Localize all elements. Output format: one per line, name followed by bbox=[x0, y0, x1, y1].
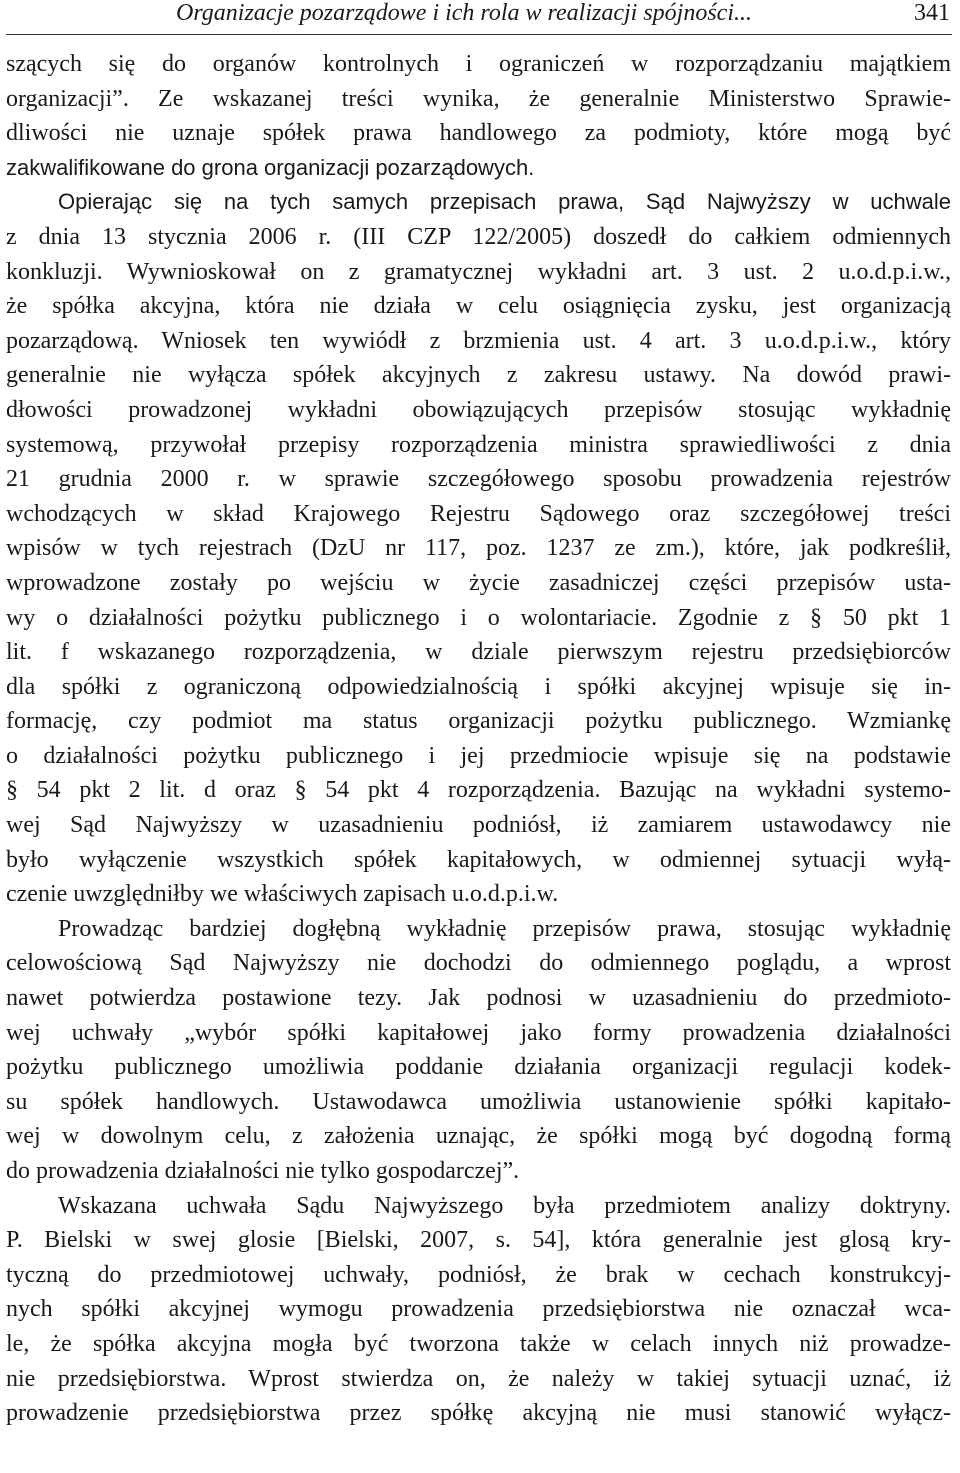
text-line: pozarządową. Wniosek ten wywiódł z brzmienia ust. 4 art. 3 u.o.d.p.i.w., który bbox=[6, 327, 951, 354]
text-line: systemową, przywołał przepisy rozporządzenia ministra sprawiedliwości z dnia bbox=[6, 431, 951, 458]
text-line: dłowości prowadzonej wykładni obowiązujących przepisów stosując wykładnię bbox=[6, 396, 951, 423]
text-line: zakwalifikowane do grona organizacji pozarządowych. bbox=[6, 154, 535, 180]
text-line: tyczną do przedmiotowej uchwały, podniósł, że brak w cechach konstrukcyj- bbox=[6, 1261, 951, 1288]
text-line: było wyłączenie wszystkich spółek kapitałowych, w odmiennej sytuacji wyłą- bbox=[6, 846, 951, 873]
text-line: prowadzenie przedsiębiorstwa przez spółkę akcyjną nie musi stanowić wyłącz- bbox=[6, 1400, 951, 1427]
text-line: wej Sąd Najwyższy w uzasadnieniu podniósł, iż zamiarem ustawodawcy nie bbox=[6, 812, 951, 839]
header-rule bbox=[6, 34, 952, 35]
text-line: su spółek handlowych. Ustawodawca umożliwia ustanowienie spółki kapitało- bbox=[6, 1088, 951, 1115]
text-line: wej uchwały „wybór spółki kapitałowej jako formy prowadzenia działalności bbox=[6, 1019, 951, 1046]
text-line: o działalności pożytku publicznego i jej przedmiocie wpisuje się na podstawie bbox=[6, 742, 951, 769]
text-line: P. Bielski w swej glosie [Bielski, 2007, s. 54], która generalnie jest glosą kry- bbox=[6, 1227, 951, 1254]
text-line: 21 grudnia 2000 r. w sprawie szczegółowego sposobu prowadzenia rejestrów bbox=[6, 466, 951, 493]
text-line: generalnie nie wyłącza spółek akcyjnych z zakresu ustawy. Na dowód prawi- bbox=[6, 362, 951, 389]
text-line: że spółka akcyjna, która nie działa w celu osiągnięcia zysku, jest organizacją bbox=[6, 293, 951, 320]
text-line: szących się do organów kontrolnych i ograniczeń w rozporządzaniu majątkiem bbox=[6, 51, 951, 77]
text-line: § 54 pkt 2 lit. d oraz § 54 pkt 4 rozporządzenia. Bazując na wykładni systemo- bbox=[6, 777, 951, 804]
text-line: wej w dowolnym celu, z założenia uznając, że spółki mogą być dogodną formą bbox=[6, 1123, 951, 1150]
text-line: Wskazana uchwała Sądu Najwyższego była przedmiotem analizy doktryny. bbox=[58, 1192, 951, 1219]
text-line: celowościową Sąd Najwyższy nie dochodzi do odmiennego poglądu, a wprost bbox=[6, 950, 951, 977]
text-line: wchodzących w skład Krajowego Rejestru Sądowego oraz szczegółowej treści bbox=[6, 500, 951, 527]
text-line: nych spółki akcyjnej wymogu prowadzenia przedsiębiorstwa nie oznaczał wca- bbox=[6, 1296, 951, 1323]
text-line: czenie uwzględniłby we właściwych zapisach u.o.d.p.i.w. bbox=[6, 881, 559, 908]
text-line: Prowadząc bardziej dogłębną wykładnię przepisów prawa, stosując wykładnię bbox=[58, 915, 951, 942]
text-line: wprowadzone zostały po wejściu w życie zasadniczej części przepisów usta- bbox=[6, 569, 951, 596]
text-line: z dnia 13 stycznia 2006 r. (III CZP 122/2005) doszedł do całkiem odmiennych bbox=[6, 223, 951, 250]
running-header bbox=[6, 0, 950, 34]
text-line: do prowadzenia działalności nie tylko gospodarczej”. bbox=[6, 1158, 520, 1184]
text-line: formację, czy podmiot ma status organizacji pożytku publicznego. Wzmiankę bbox=[6, 708, 951, 735]
text-line: Opierając się na tych samych przepisach prawa, Sąd Najwyższy w uchwale bbox=[58, 189, 951, 215]
text-line: dliwości nie uznaje spółek prawa handlowego za podmioty, które mogą być bbox=[6, 120, 951, 147]
text-line: konkluzji. Wywnioskował on z gramatycznej wykładni art. 3 ust. 2 u.o.d.p.i.w., bbox=[6, 258, 951, 285]
text-line: wy o działalności pożytku publicznego i o wolontariacie. Zgodnie z § 50 pkt 1 bbox=[6, 604, 951, 631]
text-line: organizacji”. Ze wskazanej treści wynika, że generalnie Ministerstwo Sprawie- bbox=[6, 85, 951, 112]
text-line: lit. f wskazanego rozporządzenia, w dziale pierwszym rejestru przedsiębiorców bbox=[6, 639, 951, 666]
text-line: dla spółki z ograniczoną odpowiedzialnością i spółki akcyjnej wpisuje się in- bbox=[6, 673, 951, 700]
text-line: pożytku publicznego umożliwia poddanie działania organizacji regulacji kodek- bbox=[6, 1054, 951, 1081]
running-header-title: Organizacje pozarządowe i ich rola w realizacji spójności... bbox=[176, 0, 752, 26]
text-line: nawet potwierdza postawione tezy. Jak podnosi w uzasadnieniu do przedmioto- bbox=[6, 985, 951, 1012]
page-number: 341 bbox=[914, 0, 950, 26]
body-text bbox=[6, 47, 951, 1431]
text-line: nie przedsiębiorstwa. Wprost stwierdza on, że należy w takiej sytuacji uznać, iż bbox=[6, 1365, 951, 1392]
text-line: le, że spółka akcyjna mogła być tworzona także w celach innych niż prowadze- bbox=[6, 1330, 951, 1357]
text-line: wpisów w tych rejestrach (DzU nr 117, poz. 1237 ze zm.), które, jak podkreślił, bbox=[6, 535, 951, 562]
